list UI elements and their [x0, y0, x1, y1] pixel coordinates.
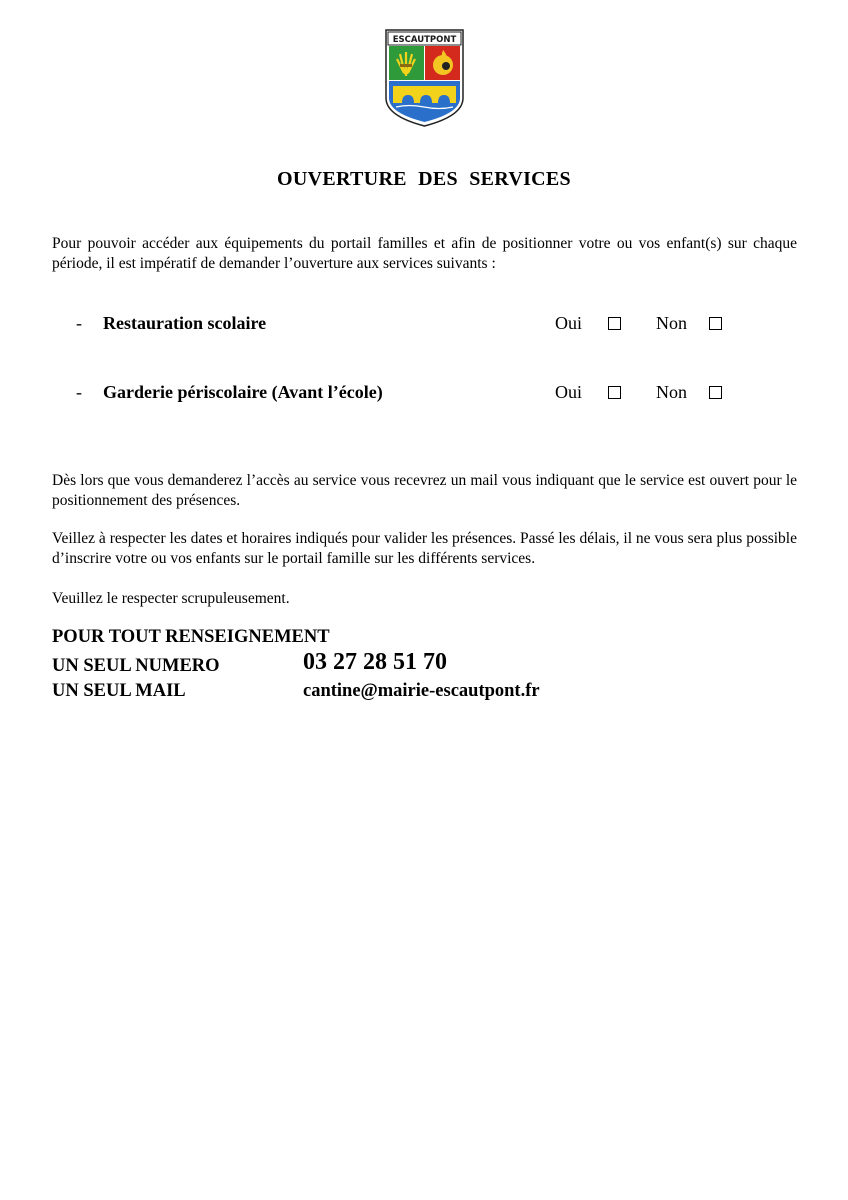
non-checkbox[interactable] [709, 386, 722, 399]
logo-banner-text: ESCAUTPONT [392, 35, 457, 45]
list-dash: - [76, 313, 82, 333]
service-row-garderie [0, 382, 848, 406]
dates-paragraph: Veillez à respecter les dates et horaires indiqués pour valider les présences. Passé les délais, il ne vous sera plus possible d’inscrire votre ou vos enfants sur le portail famille sur les différents services. [52, 530, 797, 567]
mail-label: UN SEUL MAIL [52, 681, 186, 701]
oui-checkbox[interactable] [608, 317, 621, 330]
phone-number: 03 27 28 51 70 [303, 649, 447, 675]
access-paragraph: Dès lors que vous demanderez l’accès au service vous recevrez un mail vous indiquant que le service est ouvert pour le positionnement des présences. [52, 472, 797, 509]
page-title: OUVERTURE DES SERVICES [277, 168, 571, 190]
non-label: Non [656, 382, 687, 402]
service-row-restauration [0, 313, 848, 337]
intro-paragraph: Pour pouvoir accéder aux équipements du portail familles et afin de positionner votre ou vos enfant(s) sur chaque période, il est impératif de demander l’ouverture aux services suivants : [52, 235, 797, 272]
respect-paragraph: Veuillez le respecter scrupuleusement. [52, 590, 290, 607]
list-dash: - [76, 382, 82, 402]
non-checkbox[interactable] [709, 317, 722, 330]
phone-label: UN SEUL NUMERO [52, 656, 220, 676]
oui-label: Oui [555, 382, 582, 402]
oui-checkbox[interactable] [608, 386, 621, 399]
non-label: Non [656, 313, 687, 333]
oui-label: Oui [555, 313, 582, 333]
escautpont-coat-of-arms-logo [384, 28, 465, 128]
service-label: Garderie périscolaire (Avant l’école) [103, 382, 383, 402]
service-label: Restauration scolaire [103, 313, 267, 333]
contact-heading: POUR TOUT RENSEIGNEMENT [52, 627, 330, 647]
contact-email[interactable]: cantine@mairie-escautpont.fr [303, 681, 540, 701]
